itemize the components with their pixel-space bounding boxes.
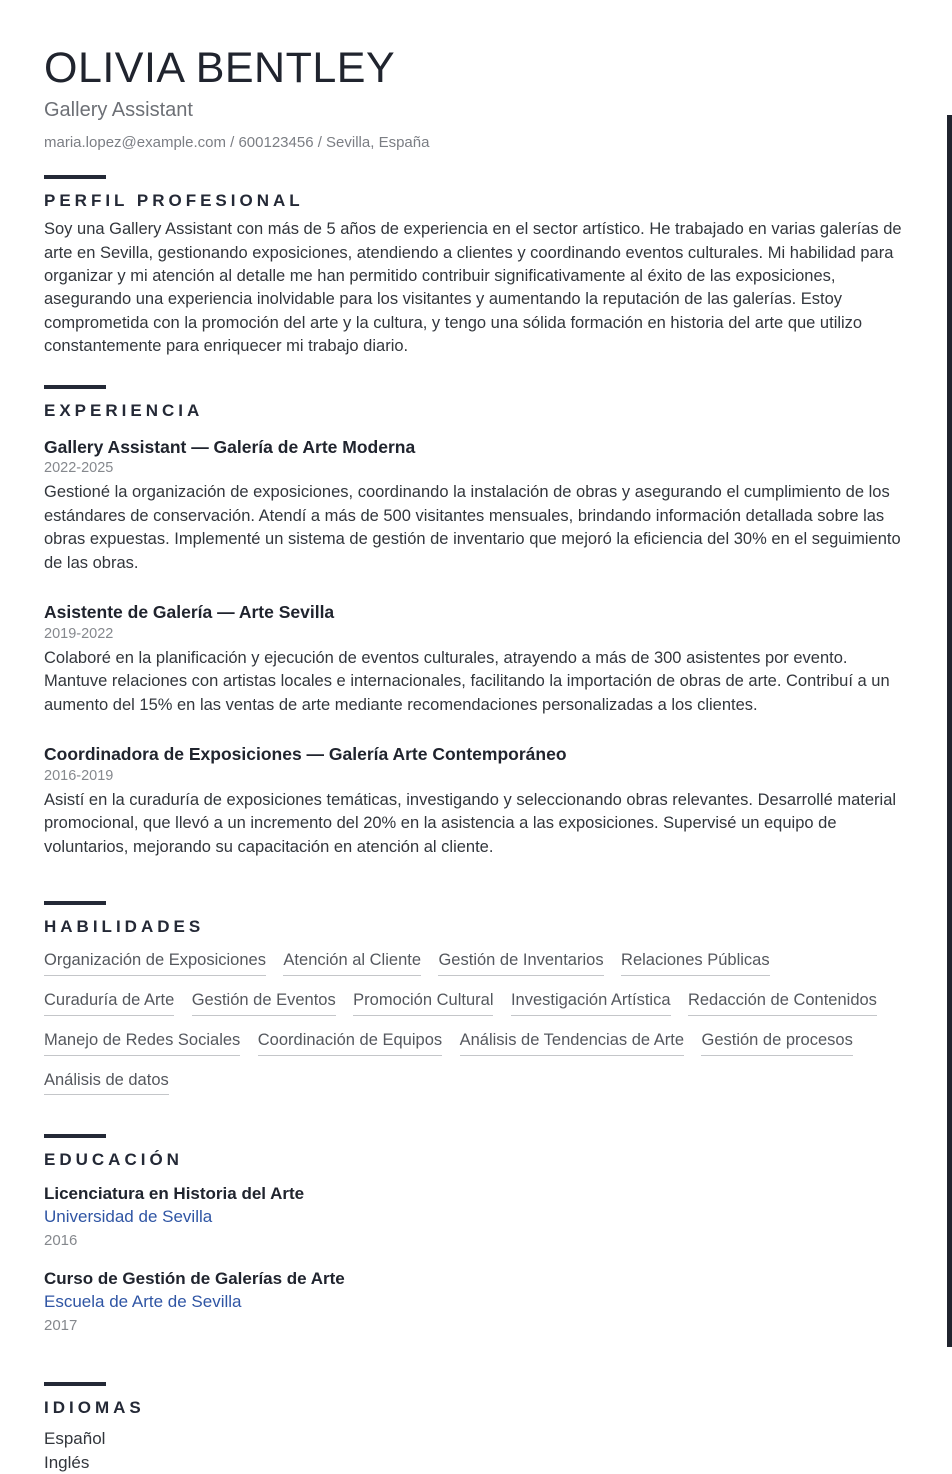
section-heading-education: EDUCACIÓN [44, 1150, 183, 1170]
skills-list [44, 951, 908, 1110]
skill-tag: Atención al Cliente [283, 951, 421, 976]
section-divider [44, 1382, 106, 1386]
job-description: Colaboré en la planificación y ejecución de eventos culturales, atrayendo a más de 300 asistentes por evento. Mantuve relaciones con artistas locales e internacionales, facilitando la importación de obras de arte. Contribuí a un aumento del 15% en las ventas de arte mediante recomendaciones personalizadas a los clientes. [44, 648, 890, 714]
section-heading-experience: EXPERIENCIA [44, 400, 204, 420]
school-name: Escuela de Arte de Sevilla [44, 1292, 242, 1312]
skill-tag: Manejo de Redes Sociales [44, 1031, 240, 1056]
skill-tag: Organización de Exposiciones [44, 951, 266, 976]
section-education [44, 1134, 908, 1334]
experience-entry [44, 602, 908, 717]
graduation-year: 2017 [44, 1317, 78, 1335]
languages-list [44, 1427, 908, 1474]
section-experience [44, 385, 908, 860]
contact-line: maria.lopez@example.com / 600123456 / Sevilla, España [44, 134, 430, 152]
skill-tag: Coordinación de Equipos [258, 1031, 442, 1056]
person-name: OLIVIA BENTLEY [44, 44, 396, 92]
section-heading-profile: PERFIL PROFESIONAL [44, 191, 304, 211]
degree-title: Licenciatura en Historia del Arte [44, 1184, 305, 1204]
skill-tag: Curaduría de Arte [44, 991, 174, 1016]
skill-tag: Gestión de Inventarios [438, 951, 603, 976]
section-skills [44, 901, 908, 1110]
skill-tag: Análisis de datos [44, 1071, 169, 1096]
job-dates: 2019-2022 [44, 625, 114, 642]
education-entry [44, 1269, 908, 1334]
education-entry [44, 1184, 908, 1249]
resume-header [44, 46, 908, 151]
person-job-title: Gallery Assistant [44, 99, 193, 122]
job-description: Gestioné la organización de exposiciones, coordinando la instalación de obras y asegurando el cumplimiento de los estándares de conservación. Atendí a más de 500 visitantes mensuales, brindando información detallada sobre las obras expuestas. Implementé un sistema de gestión de inventario que mejoró la eficiencia del 30% en el seguimiento de las obras. [44, 483, 901, 572]
job-title: Coordinadora de Exposiciones — Galería Arte Contemporáneo [44, 744, 567, 765]
section-divider [44, 1134, 106, 1138]
profile-text: Soy una Gallery Assistant con más de 5 años de experiencia en el sector artístico. He trabajado en varias galerías de arte en Sevilla, gestionando exposiciones, atendiendo a clientes y coordinando eventos culturales. Mi habilidad para organizar y mi atención al detalle me han permitido contribuir significativamente al éxito de las exposiciones, asegurando una experiencia inolvidable para los visitantes y aumentando la reputación de las galerías. Estoy comprometida con la promoción del arte y la cultura, y tengo una sólida formación en historia del arte que utilizo constantemente para enriquecer mi trabajo diario. [44, 220, 902, 356]
skill-tag: Análisis de Tendencias de Arte [460, 1031, 684, 1056]
school-name: Universidad de Sevilla [44, 1207, 213, 1227]
section-divider [44, 175, 106, 179]
job-description: Asistí en la curaduría de exposiciones temáticas, investigando y seleccionando obras relevantes. Desarrollé material promocional, que llevó a un incremento del 20% en la asistencia a las exposiciones. Supervisé un equipo de voluntarios, mejorando su capacitación en atención al cliente. [44, 791, 897, 856]
job-title: Asistente de Galería — Arte Sevilla [44, 602, 335, 623]
skill-tag: Promoción Cultural [353, 991, 493, 1016]
skill-tag: Relaciones Públicas [621, 951, 770, 976]
section-profile [44, 175, 908, 358]
job-dates: 2016-2019 [44, 768, 114, 785]
skill-tag: Investigación Artística [511, 991, 671, 1016]
skill-tag: Redacción de Contenidos [688, 991, 877, 1016]
experience-entry [44, 744, 908, 859]
section-heading-languages: IDIOMAS [44, 1398, 145, 1418]
section-divider [44, 385, 106, 389]
job-dates: 2022-2025 [44, 460, 114, 477]
job-title: Gallery Assistant — Galería de Arte Moderna [44, 436, 416, 457]
language-item: Español [44, 1429, 106, 1449]
skill-tag: Gestión de Eventos [192, 991, 336, 1016]
experience-entry [44, 437, 908, 576]
skill-tag: Gestión de procesos [701, 1031, 852, 1056]
graduation-year: 2016 [44, 1232, 78, 1250]
right-edge-bar [947, 115, 952, 1347]
degree-title: Curso de Gestión de Galerías de Arte [44, 1269, 345, 1289]
language-item: Inglés [44, 1452, 90, 1472]
section-divider [44, 901, 106, 905]
section-languages [44, 1382, 908, 1474]
section-heading-skills: HABILIDADES [44, 917, 205, 937]
